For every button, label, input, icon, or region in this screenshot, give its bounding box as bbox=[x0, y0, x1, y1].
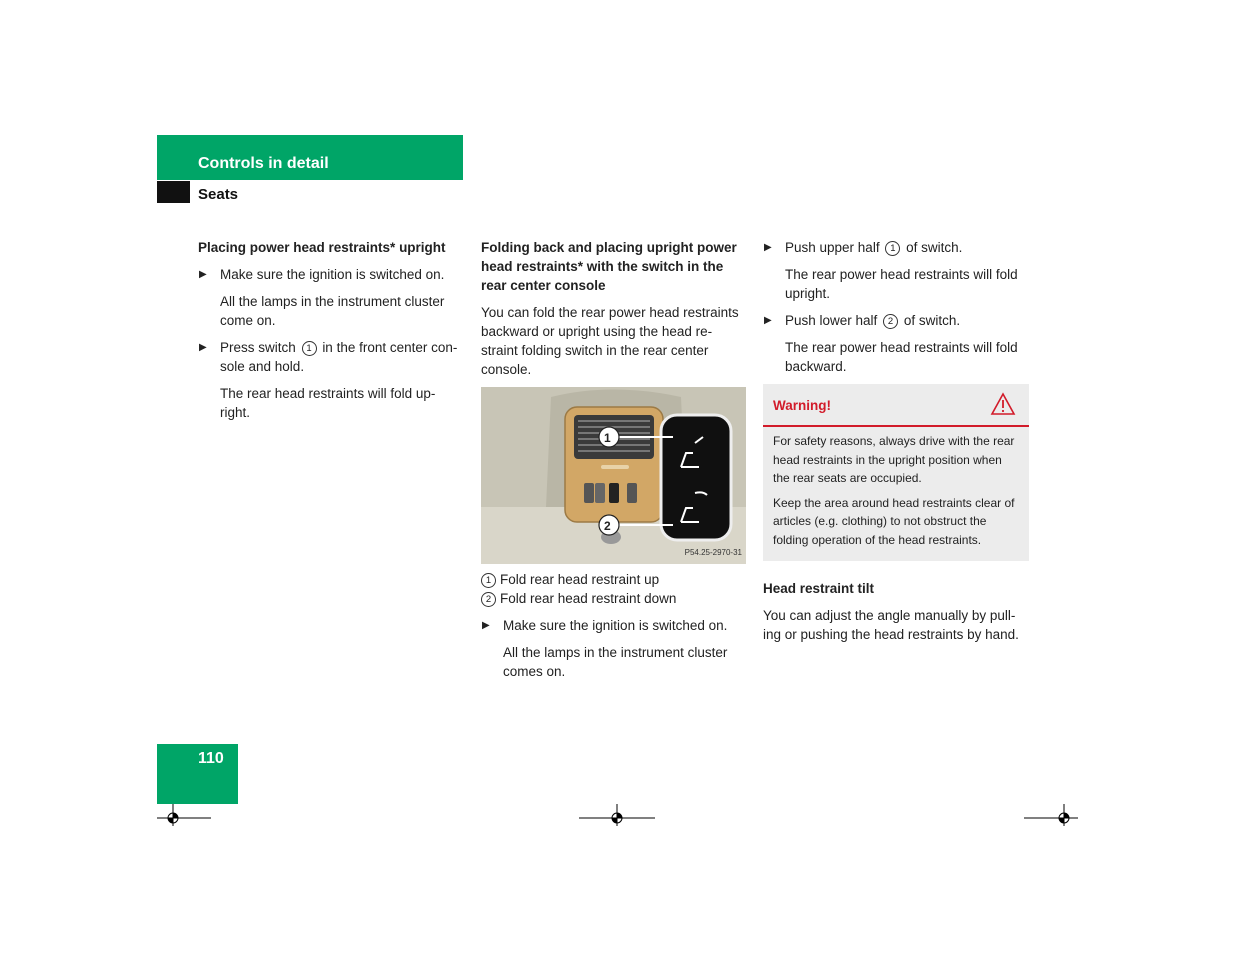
callout-number: 1 bbox=[302, 341, 317, 356]
warning-paragraph: Keep the area around head restraints clear of articles (e.g. clothing) to not obstruct the folding operation of the head restraints. bbox=[773, 495, 1015, 547]
step-press-switch: ▶ Press switch 1 in the front center con-sole and hold. bbox=[199, 340, 458, 374]
step-ignition: ▶ Make sure the ignition is switched on. bbox=[199, 267, 445, 282]
callout-number: 2 bbox=[883, 314, 898, 329]
tilt-paragraph: You can adjust the angle manually by pull-ing or pushing the head restraints by hand. bbox=[763, 608, 1019, 642]
page-number: 110 bbox=[198, 750, 224, 767]
triangle-bullet-icon: ▶ bbox=[482, 620, 490, 631]
triangle-bullet-icon: ▶ bbox=[764, 315, 772, 326]
triangle-bullet-icon: ▶ bbox=[764, 242, 772, 253]
legend-item: 1 Fold rear head restraint up bbox=[481, 570, 746, 589]
triangle-bullet-icon: ▶ bbox=[199, 342, 207, 353]
heading-tilt: Head restraint tilt bbox=[763, 581, 875, 596]
step-upper-half: ▶ Push upper half 1 of switch. bbox=[764, 240, 963, 255]
step-result: The rear head restraints will fold up-right. bbox=[220, 386, 436, 420]
warning-box bbox=[763, 384, 1029, 561]
legend-item: 2 Fold rear head restraint down bbox=[481, 589, 746, 608]
subsection-title: Seats bbox=[198, 186, 239, 203]
warning-triangle-icon bbox=[990, 392, 1016, 416]
heading-rear-console: Folding back and placing upright power head restraints* with the switch in the rear center console bbox=[481, 240, 737, 293]
callout-two: 2 bbox=[604, 519, 611, 533]
warning-title: Warning! bbox=[773, 398, 831, 413]
registration-mark bbox=[579, 800, 657, 826]
registration-mark bbox=[157, 800, 213, 826]
subsection-marker bbox=[157, 181, 190, 203]
step-result: All the lamps in the instrument cluster come on. bbox=[220, 294, 445, 328]
step-ignition: ▶ Make sure the ignition is switched on. bbox=[482, 618, 728, 633]
step-result: All the lamps in the instrument cluster comes on. bbox=[503, 645, 728, 679]
console-illustration bbox=[481, 387, 746, 564]
intro-paragraph: You can fold the rear power head restraints backward or upright using the head re-straint folding switch in the rear center console. bbox=[481, 305, 739, 377]
warning-header bbox=[763, 384, 1029, 427]
heading-power-upright: Placing power head restraints* upright bbox=[198, 240, 446, 255]
figure-legend bbox=[481, 570, 746, 608]
console-figure bbox=[481, 387, 746, 564]
step-lower-half: ▶ Push lower half 2 of switch. bbox=[764, 313, 961, 328]
registration-mark bbox=[1024, 800, 1080, 826]
step-result: The rear power head restraints will fold upright. bbox=[785, 267, 1018, 301]
section-title: Controls in detail bbox=[198, 155, 329, 172]
column-right bbox=[763, 238, 1029, 652]
warning-paragraph: For safety reasons, always drive with the rear head restraints in the upright position when the rear seats are occupied. bbox=[773, 434, 1015, 485]
step-result: The rear power head restraints will fold backward. bbox=[785, 340, 1018, 374]
figure-code: P54.25-2970-31 bbox=[684, 548, 742, 557]
triangle-bullet-icon: ▶ bbox=[199, 269, 207, 280]
column-left bbox=[198, 238, 464, 430]
callout-number: 1 bbox=[885, 241, 900, 256]
column-middle bbox=[481, 238, 746, 689]
callout-one: 1 bbox=[604, 431, 611, 445]
warning-body bbox=[763, 427, 1029, 561]
